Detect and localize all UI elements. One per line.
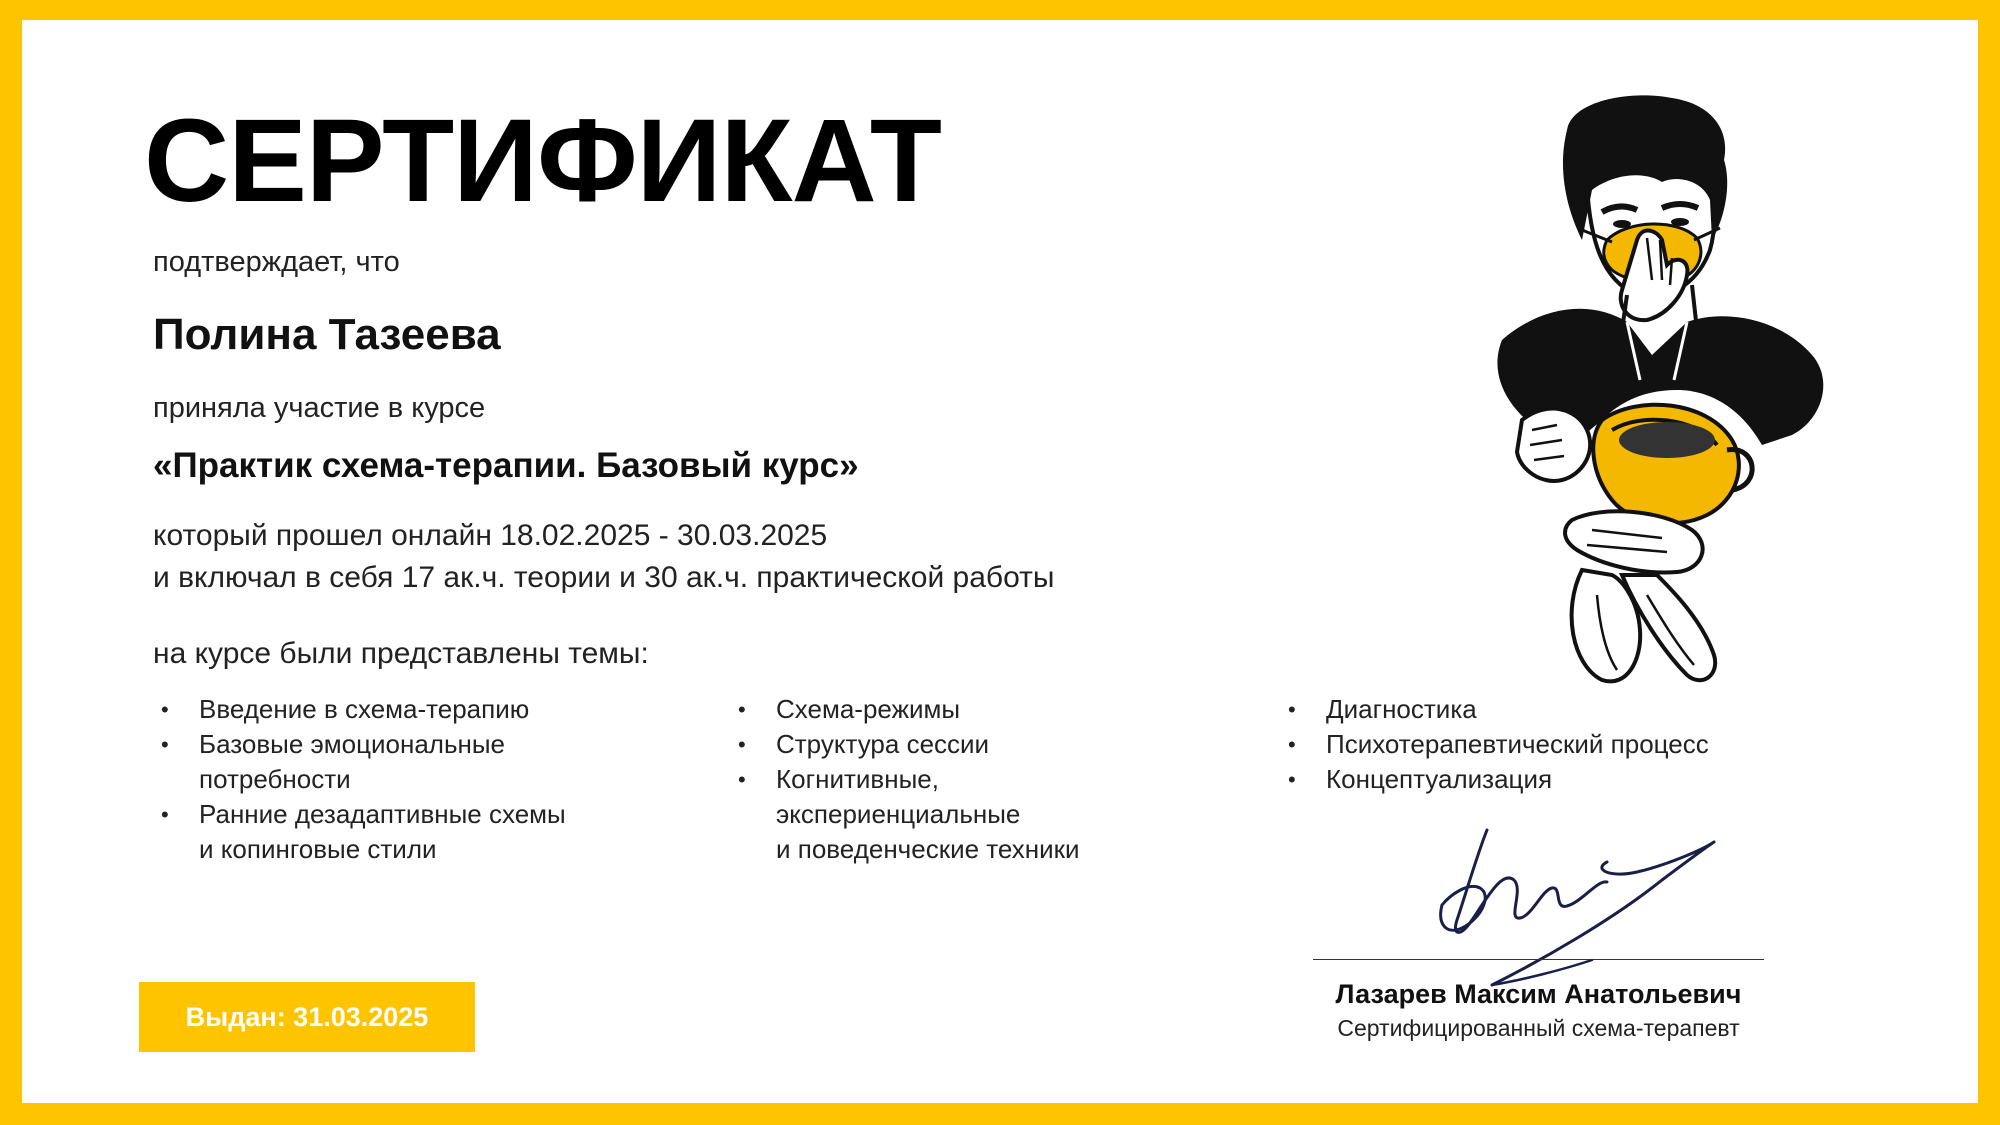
topic-item: • Схема-режимы xyxy=(730,692,1190,727)
topics-column-1 xyxy=(153,692,673,867)
confirms-text: подтверждает, что xyxy=(153,246,400,278)
topic-item: • Ранние дезадаптивные схемы и копинговые стили xyxy=(153,797,673,867)
topics-column-2 xyxy=(730,692,1190,867)
topics-column-3 xyxy=(1280,692,1840,797)
topics-label: на курсе были представлены темы: xyxy=(153,637,649,670)
signer-role: Сертифицированный схема-терапевт xyxy=(1337,1015,1740,1041)
recipient-name: Полина Тазеева xyxy=(153,310,501,359)
topic-item: • Базовые эмоциональные потребности xyxy=(153,727,673,797)
topic-item: • Психотерапевтический процесс xyxy=(1280,727,1840,762)
topic-item: • Концептуализация xyxy=(1280,762,1840,797)
course-details xyxy=(153,515,1054,599)
certificate-sheet xyxy=(22,20,1978,1103)
participated-text: приняла участие в курсе xyxy=(153,392,486,424)
signature-icon xyxy=(1432,810,1722,1000)
topic-item: • Введение в схема-терапию xyxy=(153,692,673,727)
topic-item: • Диагностика xyxy=(1280,692,1840,727)
issued-date-badge xyxy=(139,982,475,1052)
course-title: «Практик схема-терапии. Базовый курс» xyxy=(153,446,859,485)
certificate-title: СЕРТИФИКАТ xyxy=(144,95,941,227)
topic-item: • Структура сессии xyxy=(730,727,1190,762)
issued-date-label: Выдан: 31.03.2025 xyxy=(185,1001,429,1032)
signature-line xyxy=(1313,959,1764,960)
signer-name: Лазарев Максим Анатольевич xyxy=(1335,979,1742,1009)
portrait-illustration-icon xyxy=(1462,90,1852,690)
course-dates-line: который прошел онлайн 18.02.2025 - 30.03.2025 xyxy=(153,519,828,552)
course-hours-line: и включал в себя 17 ак.ч. теории и 30 ак.ч. практической работы xyxy=(153,561,1055,594)
topic-item: • Когнитивные, экспериенциальные и поведенческие техники xyxy=(730,762,1190,867)
